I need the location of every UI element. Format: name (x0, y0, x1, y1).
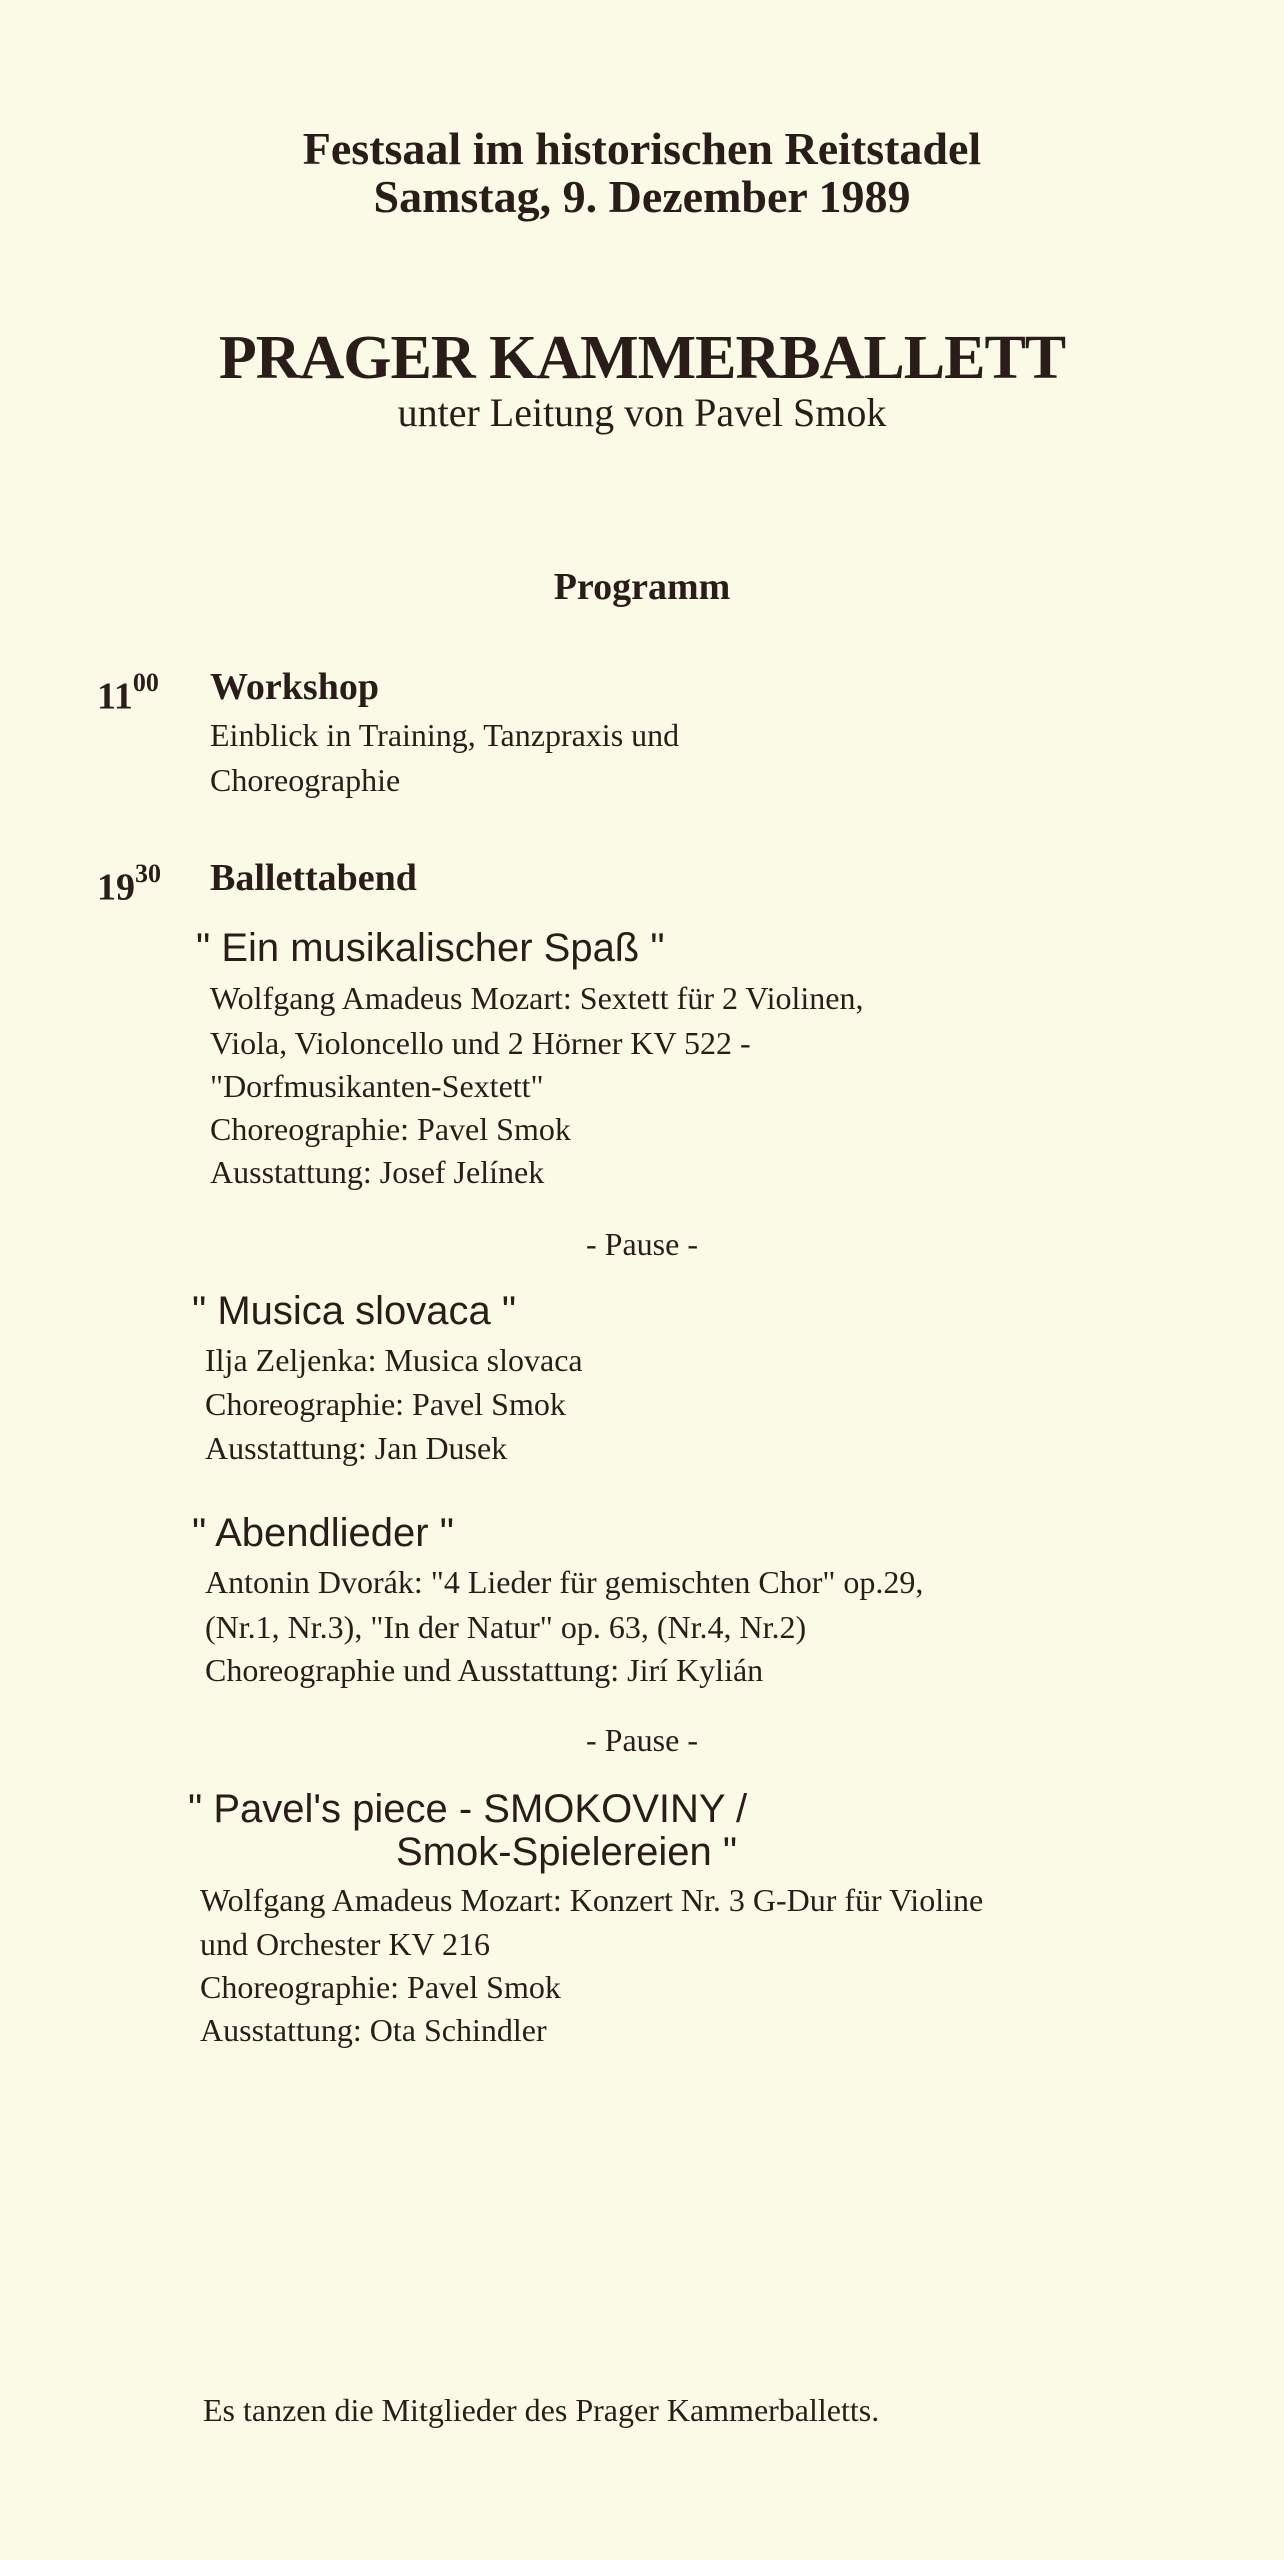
company-title: PRAGER KAMMERBALLETT (218, 324, 1066, 392)
piece-line: Wolfgang Amadeus Mozart: Sextett für 2 Violinen, (210, 980, 864, 1016)
piece-line: Ausstattung: Jan Dusek (205, 1430, 508, 1466)
piece-line: Ausstattung: Ota Schindler (200, 2012, 547, 2048)
piece-line: (Nr.1, Nr.3), "In der Natur" op. 63, (Nr.4, Nr.2) (205, 1609, 807, 1645)
piece-title: " Ein musikalischer Spaß " (196, 926, 665, 970)
piece-line: Viola, Violoncello und 2 Hörner KV 522 - (210, 1025, 751, 1061)
piece-line: Ausstattung: Josef Jelínek (210, 1154, 545, 1190)
pause-label: - Pause - (586, 1226, 698, 1262)
workshop-line: Choreographie (210, 762, 401, 798)
piece-line: "Dorfmusikanten-Sextett" (210, 1068, 544, 1104)
footer-note: Es tanzen die Mitglieder des Prager Kammerballetts. (203, 2392, 880, 2428)
workshop-minutes: 00 (132, 668, 159, 697)
venue-date: Samstag, 9. Dezember 1989 (373, 171, 911, 222)
piece-line: Choreographie: Pavel Smok (210, 1111, 571, 1147)
piece-line: Wolfgang Amadeus Mozart: Konzert Nr. 3 G-Dur für Violine (200, 1882, 984, 1918)
piece-title-continued: Smok-Spielereien " (396, 1830, 738, 1874)
evening-minutes: 30 (135, 859, 161, 888)
piece-line: und Orchester KV 216 (200, 1926, 491, 1962)
piece-title: " Pavel's piece - SMOKOVINY / (188, 1787, 748, 1831)
piece-line: Ilja Zeljenka: Musica slovaca (205, 1342, 583, 1378)
evening-time (97, 856, 161, 910)
company-subtitle: unter Leitung von Pavel Smok (397, 390, 887, 435)
workshop-hour: 11 (97, 675, 133, 718)
venue-line-1: Festsaal im historischen Reitstadel (302, 123, 982, 174)
piece-line: Choreographie: Pavel Smok (205, 1386, 566, 1422)
piece-line: Antonin Dvorák: "4 Lieder für gemischten Chor" op.29, (205, 1564, 924, 1600)
workshop-title: Workshop (210, 666, 379, 708)
evening-title: Ballettabend (210, 857, 417, 899)
piece-title: " Abendlieder " (192, 1511, 454, 1555)
program-heading: Programm (553, 566, 731, 608)
piece-title: " Musica slovaca " (192, 1289, 517, 1333)
workshop-line: Einblick in Training, Tanzpraxis und (210, 717, 680, 753)
evening-hour: 19 (97, 866, 135, 909)
workshop-time (97, 665, 159, 719)
piece-line: Choreographie und Ausstattung: Jirí Kylián (205, 1652, 764, 1688)
pause-label: - Pause - (586, 1722, 698, 1758)
piece-line: Choreographie: Pavel Smok (200, 1969, 561, 2005)
